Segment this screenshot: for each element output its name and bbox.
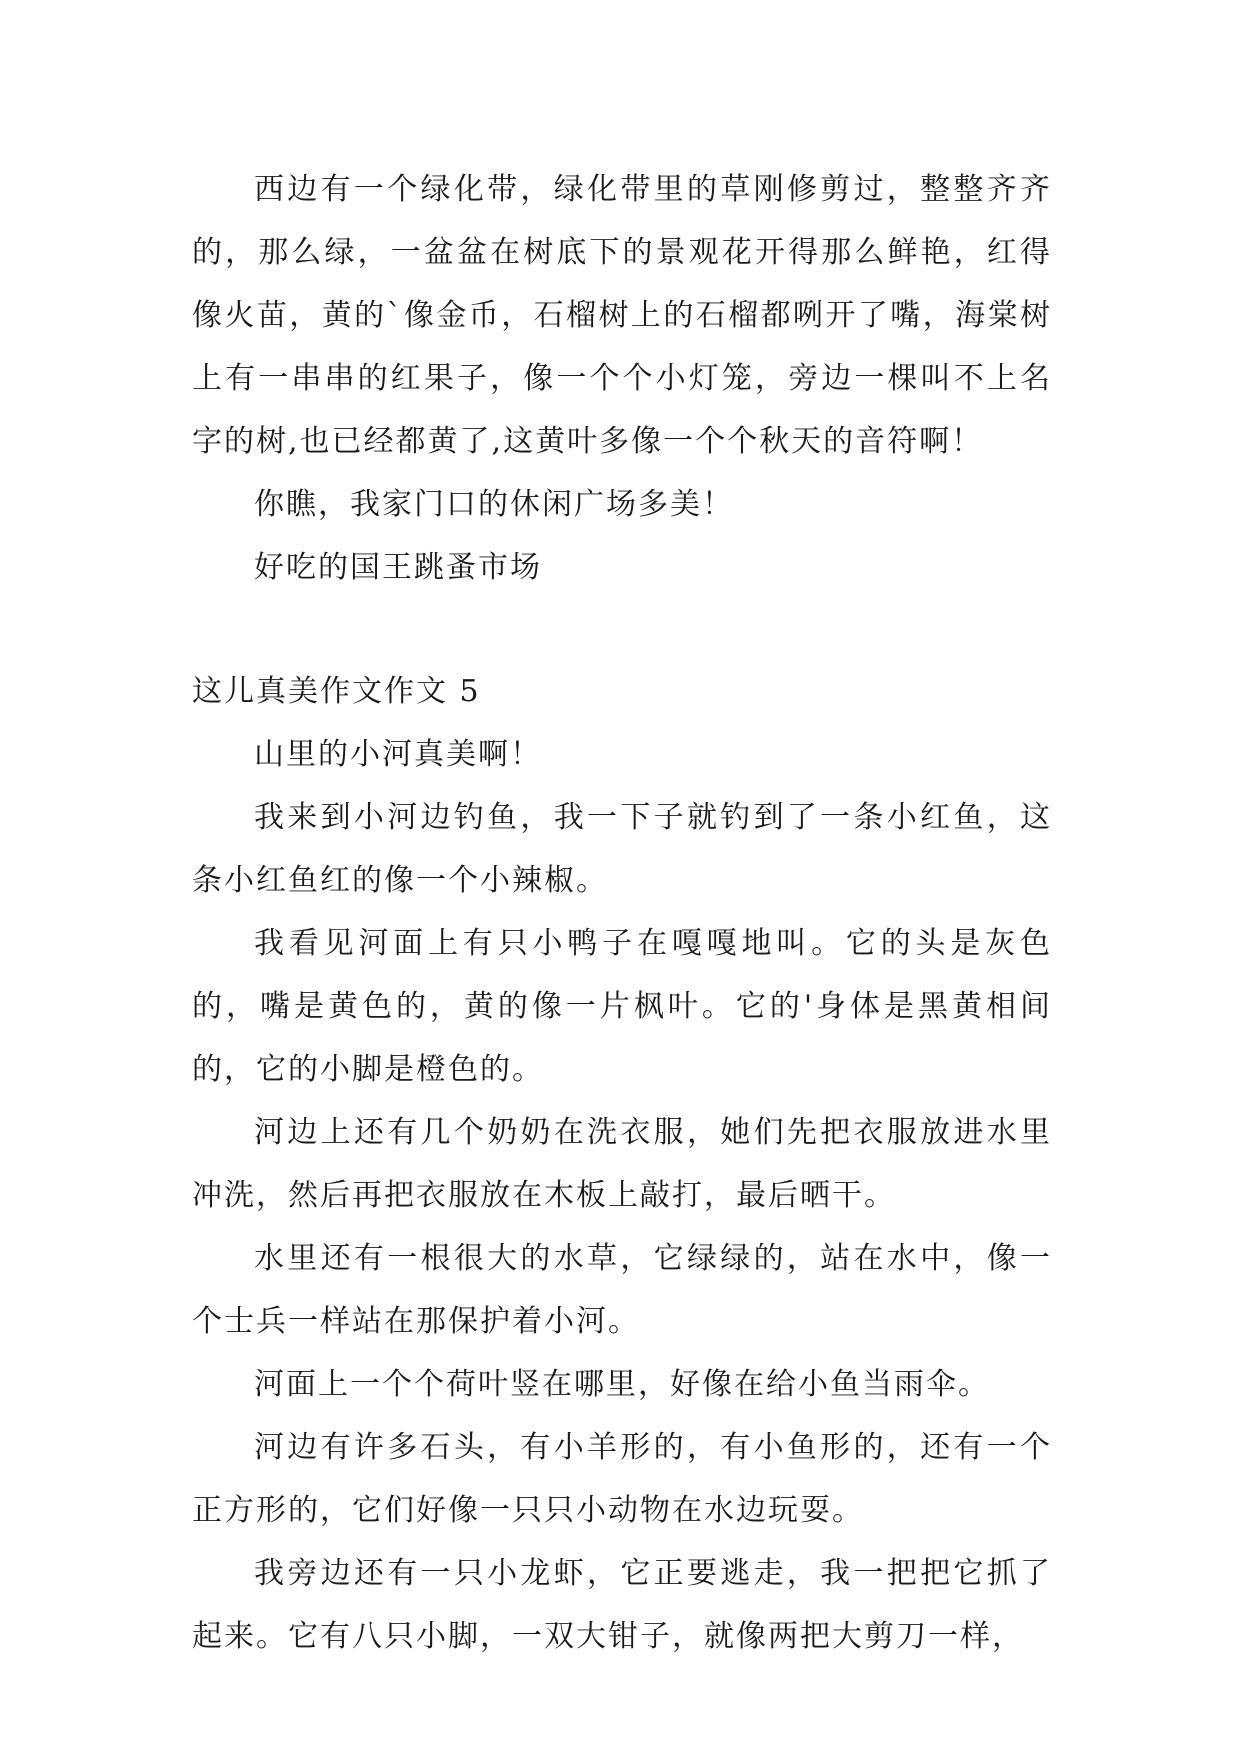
paragraph: 河边有许多石头，有小羊形的，有小鱼形的，还有一个正方形的，它们好像一只只小动物在水边玩耍。 [192,1430,1052,1528]
paragraph: 河边上还有几个奶奶在洗衣服，她们先把衣服放进水里冲洗，然后再把衣服放在木板上敲打，最后晒干。 [192,1115,1052,1213]
paragraph: 你瞧，我家门口的休闲广场多美！ [254,487,734,522]
paragraph: 河面上一个个荷叶竖在哪里，好像在给小鱼当雨伞。 [254,1367,990,1402]
paragraph: 我旁边还有一只小龙虾，它正要逃走，我一把把它抓了起来。它有八只小脚，一双大钳子，就像两把大剪刀一样， [192,1556,1052,1654]
paragraph: 我看见河面上有只小鸭子在嘎嘎地叫。它的头是灰色的，嘴是黄色的，黄的像一片枫叶。它的'身体是黑黄相间的，它的小脚是橙色的。 [192,926,1052,1087]
paragraph: 好吃的国王跳蚤市场 [254,550,542,585]
paragraph: 山里的小河真美啊！ [254,737,542,772]
paragraph: 我来到小河边钓鱼，我一下子就钓到了一条小红鱼，这条小红鱼红的像一个小辣椒。 [192,800,1052,898]
section-gap [192,599,1052,660]
section-title: 这儿真美作文作文 5 [192,674,481,709]
document-body [192,158,1052,1668]
paragraph: 西边有一个绿化带，绿化带里的草刚修剪过，整整齐齐的，那么绿，一盆盆在树底下的景观花开得那么鲜艳，红得像火苗，黄的`像金币，石榴树上的石榴都咧开了嘴，海棠树上有一串串的红果子，像一个个小灯笼，旁边一棵叫不上名字的树,也已经都黄了,这黄叶多像一个个秋天的音符啊！ [192,172,1052,459]
paragraph: 水里还有一根很大的水草，它绿绿的，站在水中，像一个士兵一样站在那保护着小河。 [192,1241,1052,1339]
